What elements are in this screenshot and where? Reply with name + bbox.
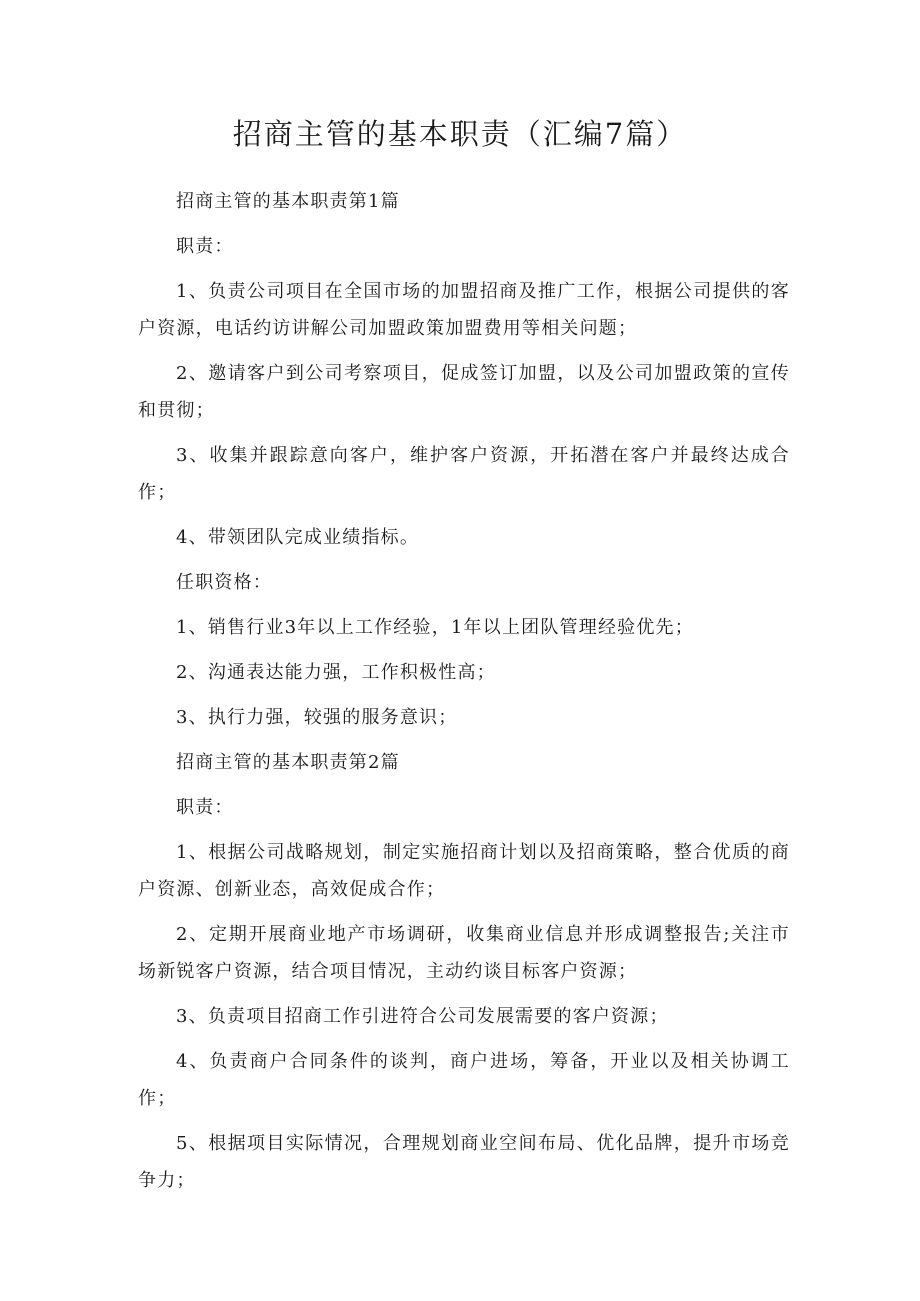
document-title: 招商主管的基本职责（汇编7篇）: [232, 117, 688, 151]
duty-item: 3、收集并跟踪意向客户，维护客户资源，开拓潜在客户并最终达成合作；: [138, 445, 790, 503]
duty-item: 4、带领团队完成业绩指标。: [176, 527, 420, 548]
qualification-item: 1、销售行业3年以上工作经验，1年以上团队管理经验优先；: [176, 617, 694, 638]
duty-item: 2、邀请客户到公司考察项目，促成签订加盟，以及公司加盟政策的宣传和贯彻；: [138, 363, 790, 421]
duty-item: 3、负责项目招商工作引进符合公司发展需要的客户资源；: [176, 1006, 669, 1027]
duty-item: 2、定期开展商业地产市场调研，收集商业信息并形成调整报告;关注市场新锐客户资源，结合项目情况，主动约谈目标客户资源；: [138, 924, 790, 982]
duty-item: 5、根据项目实际情况，合理规划商业空间布局、优化品牌，提升市场竞争力；: [138, 1133, 790, 1191]
duties-label-1: 职责：: [176, 236, 234, 257]
qualifications-label: 任职资格：: [176, 572, 272, 593]
duty-item: 4、负责商户合同条件的谈判，商户进场，筹备，开业以及相关协调工作；: [138, 1051, 790, 1109]
duty-item: 1、负责公司项目在全国市场的加盟招商及推广工作，根据公司提供的客户资源，电话约访讲解公司加盟政策加盟费用等相关问题；: [138, 281, 790, 339]
section-heading-1: 招商主管的基本职责第1篇: [176, 191, 400, 212]
section-heading-2: 招商主管的基本职责第2篇: [176, 752, 400, 773]
qualification-item: 3、执行力强，较强的服务意识；: [176, 707, 458, 728]
duties-label-2: 职责：: [176, 797, 234, 818]
qualification-item: 2、沟通表达能力强，工作积极性高；: [176, 662, 496, 683]
document-body: [138, 183, 790, 1207]
duty-item: 1、根据公司战略规划，制定实施招商计划以及招商策略，整合优质的商户资源、创新业态，高效促成合作；: [138, 842, 790, 900]
